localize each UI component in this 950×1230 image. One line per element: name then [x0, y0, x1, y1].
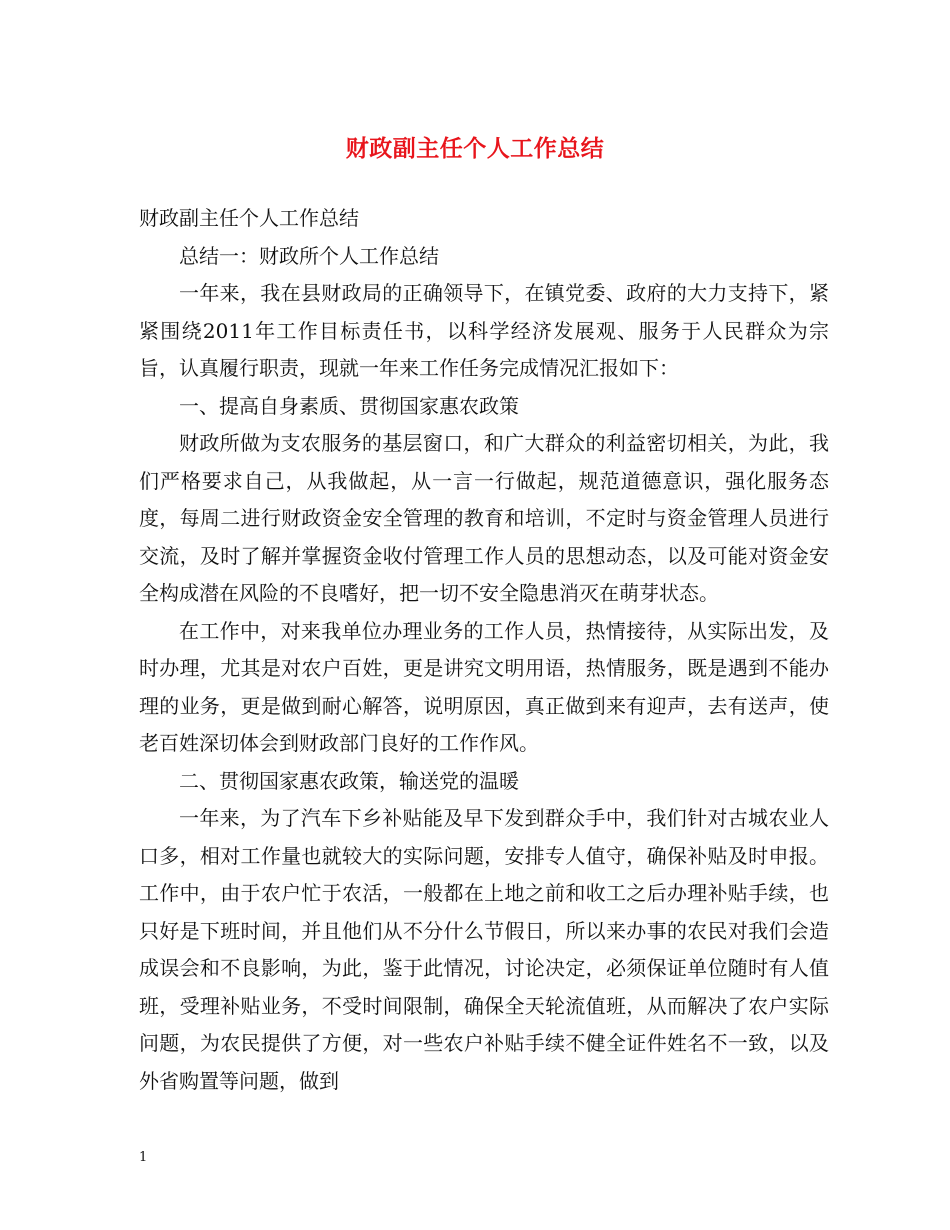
- paragraph-heading: 财政副主任个人工作总结: [139, 206, 359, 230]
- paragraph-section1-a: 财政所做为支农服务的基层窗口，和广大群众的利益密切相关，为此，我们严格要求自己，从我做起，从一言一行做起，规范道德意识，强化服务态度，每周二进行财政资金安全管理的教育和培训，不定时与资金管理人员进行交流，及时了解并掌握资金收付管理工作人员的思想动态，以及可能对资金安全构成潜在风险的不良嗜好，把一切不安全隐患消灭在萌芽状态。: [139, 431, 829, 605]
- paragraph-section1-b: 在工作中，对来我单位办理业务的工作人员，热情接待，从实际出发，及时办理，尤其是对农户百姓，更是讲究文明用语，热情服务，既是遇到不能办理的业务，更是做到耐心解答，说明原因，真正做到来有迎声，去有送声，使老百姓深切体会到财政部门良好的工作作风。: [139, 618, 829, 755]
- paragraph-subtitle: 总结一：财政所个人工作总结: [179, 243, 439, 268]
- page-number: 1: [139, 1150, 148, 1165]
- section-heading-2: 二、贯彻国家惠农政策，输送党的温暖: [179, 768, 519, 793]
- paragraph-section2-a: 一年来，为了汽车下乡补贴能及早下发到群众手中，我们针对古城农业人口多，相对工作量也就较大的实际问题，安排专人值守，确保补贴及时申报。工作中，由于农户忙于农活，一般都在上地之前和收工之后办理补贴手续，也只好是下班时间，并且他们从不分什么节假日，所以来办事的农民对我们会造成误会和不良影响，为此，鉴于此情况，讨论决定，必须保证单位随时有人值班，受理补贴业务，不受时间限制，确保全天轮流值班，从而解决了农户实际问题，为农民提供了方便，对一些农户补贴手续不健全证件姓名不一致，以及外省购置等问题，做到: [139, 806, 829, 1093]
- section-heading-1: 一、提高自身素质、贯彻国家惠农政策: [179, 393, 519, 418]
- document-body: [139, 200, 829, 1100]
- paragraph-intro: 一年来，我在县财政局的正确领导下，在镇党委、政府的大力支持下，紧紧围绕2011年工作目标责任书，以科学经济发展观、服务于人民群众为宗旨，认真履行职责，现就一年来工作任务完成情况汇报如下：: [139, 281, 829, 380]
- document-title: 财政副主任个人工作总结: [345, 135, 605, 162]
